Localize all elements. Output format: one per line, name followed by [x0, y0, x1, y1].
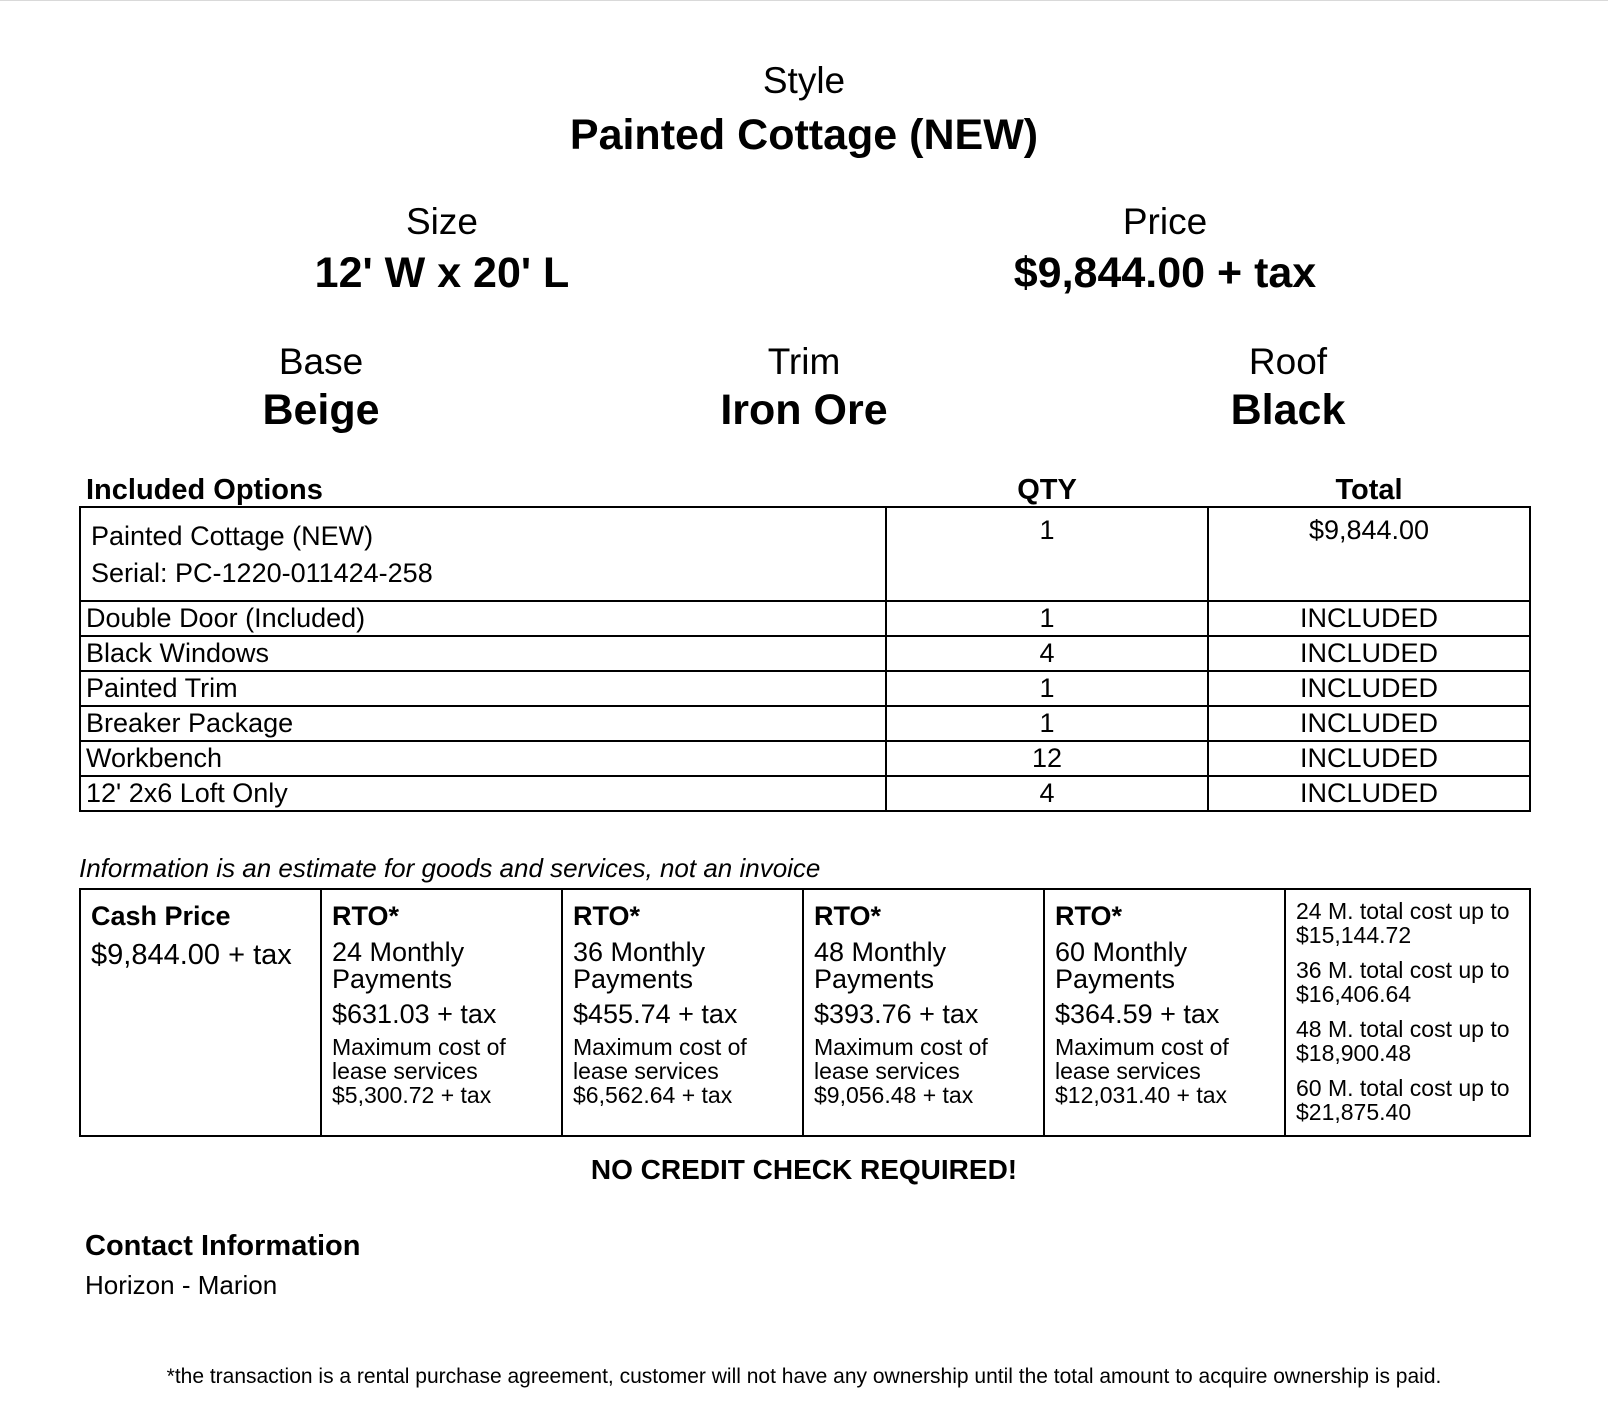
options-header-qty: QTY	[1017, 474, 1077, 506]
total-cost-36: 36 M. total cost up to $16,406.64	[1296, 957, 1510, 1007]
rto-months: 24 Monthly Payments	[332, 937, 465, 994]
base-label: Base	[278, 341, 364, 382]
rto-max-value: $9,056.48 + tax	[814, 1082, 974, 1108]
top-rule	[0, 0, 1608, 1]
trim-label: Trim	[767, 341, 841, 382]
table-row	[80, 507, 1530, 601]
rto-max-value: $12,031.40 + tax	[1055, 1082, 1228, 1108]
table-row	[80, 741, 1530, 776]
rto-header: RTO*	[573, 901, 641, 931]
rto-max-label: Maximum cost of lease services	[814, 1034, 988, 1084]
payment-options-table	[79, 888, 1531, 1137]
rto-payment: $393.76 + tax	[814, 999, 979, 1029]
option-qty: 4	[886, 636, 1208, 671]
rto-36-cell	[562, 889, 803, 1136]
total-cost-60: 60 M. total cost up to $21,875.40	[1296, 1075, 1510, 1125]
table-row	[80, 601, 1530, 636]
style-label: Style	[762, 60, 846, 101]
rto-max-value: $5,300.72 + tax	[332, 1082, 492, 1108]
option-total: INCLUDED	[1208, 706, 1530, 741]
option-total: INCLUDED	[1208, 601, 1530, 636]
trim-value: Iron Ore	[720, 386, 888, 434]
option-total: INCLUDED	[1208, 741, 1530, 776]
price-value: $9,844.00 + tax	[1013, 249, 1317, 297]
no-credit-check-banner: NO CREDIT CHECK REQUIRED!	[590, 1154, 1018, 1185]
option-name: Black Windows	[80, 636, 886, 671]
option-name: Double Door (Included)	[80, 601, 886, 636]
rto-header: RTO*	[1055, 901, 1123, 931]
rto-48-cell	[803, 889, 1044, 1136]
option-total: INCLUDED	[1208, 671, 1530, 706]
option-qty: 1	[886, 507, 1208, 601]
roof-label: Roof	[1248, 341, 1328, 382]
rto-header: RTO*	[332, 901, 400, 931]
option-qty: 4	[886, 776, 1208, 811]
contact-value: Horizon - Marion	[85, 1270, 278, 1300]
cash-price-header: Cash Price	[91, 901, 231, 931]
rto-24-cell	[321, 889, 562, 1136]
rto-header: RTO*	[814, 901, 882, 931]
option-total: $9,844.00	[1208, 507, 1530, 601]
rto-max-value: $6,562.64 + tax	[573, 1082, 733, 1108]
table-row	[80, 671, 1530, 706]
total-cost-cell	[1285, 889, 1530, 1136]
included-options-table	[79, 474, 1531, 812]
roof-value: Black	[1230, 386, 1346, 434]
price-label: Price	[1122, 201, 1208, 242]
option-name: Painted Trim	[80, 671, 886, 706]
option-name: Breaker Package	[80, 706, 886, 741]
option-total: INCLUDED	[1208, 636, 1530, 671]
cash-price-cell	[80, 889, 321, 1136]
size-value: 12' W x 20' L	[314, 249, 570, 297]
table-row	[80, 706, 1530, 741]
rto-payment: $631.03 + tax	[332, 999, 497, 1029]
rto-payment: $455.74 + tax	[573, 999, 738, 1029]
cash-price-value: $9,844.00 + tax	[91, 939, 292, 971]
estimate-note: Information is an estimate for goods and services, not an invoice	[79, 853, 821, 883]
base-value: Beige	[262, 386, 380, 434]
total-cost-48: 48 M. total cost up to $18,900.48	[1296, 1016, 1510, 1066]
table-row	[80, 776, 1530, 811]
option-total: INCLUDED	[1208, 776, 1530, 811]
rto-max-label: Maximum cost of lease services	[1055, 1034, 1229, 1084]
rto-max-label: Maximum cost of lease services	[573, 1034, 747, 1084]
option-name-cell	[80, 507, 886, 601]
size-label: Size	[406, 201, 478, 242]
option-qty: 1	[886, 706, 1208, 741]
rto-payment: $364.59 + tax	[1055, 999, 1220, 1029]
option-qty: 1	[886, 671, 1208, 706]
rto-months: 48 Monthly Payments	[814, 937, 947, 994]
contact-heading: Contact Information	[85, 1230, 361, 1262]
option-qty: 1	[886, 601, 1208, 636]
option-qty: 12	[886, 741, 1208, 776]
option-serial: Serial: PC-1220-011424-258	[91, 558, 433, 588]
option-name: Painted Cottage (NEW)	[91, 521, 374, 551]
rto-max-label: Maximum cost of lease services	[332, 1034, 506, 1084]
option-name: 12' 2x6 Loft Only	[80, 776, 886, 811]
rto-60-cell	[1044, 889, 1285, 1136]
total-cost-24: 24 M. total cost up to $15,144.72	[1296, 898, 1510, 948]
option-name: Workbench	[80, 741, 886, 776]
options-header-total: Total	[1335, 474, 1403, 506]
options-header-name: Included Options	[86, 474, 323, 506]
style-value: Painted Cottage (NEW)	[569, 111, 1039, 159]
rto-months: 36 Monthly Payments	[573, 937, 706, 994]
rto-months: 60 Monthly Payments	[1055, 937, 1188, 994]
rental-footnote: *the transaction is a rental purchase agreement, customer will not have any ownership until the total amount to acquire ownership is paid.	[166, 1365, 1442, 1388]
table-row	[80, 636, 1530, 671]
